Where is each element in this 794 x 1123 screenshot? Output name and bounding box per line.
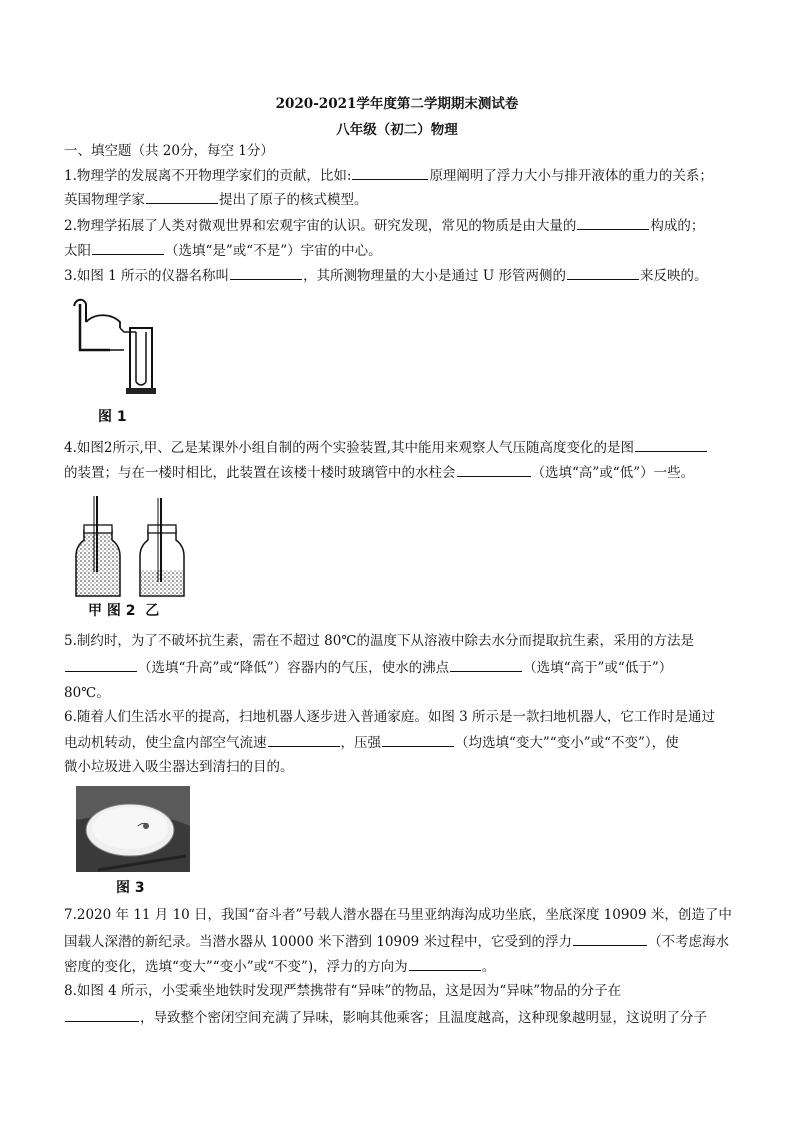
answer-blank[interactable] — [567, 266, 639, 280]
question-4-line-1 — [64, 438, 708, 457]
answer-blank[interactable] — [65, 658, 137, 672]
q5-text-a: 5.制约时，为了不破坏抗生素，需在不超过 80℃的温度下从溶液中除去水分而提取抗生素，采用的方法是 — [64, 633, 694, 649]
question-5-line-1 — [64, 632, 694, 650]
q4-text-c: （选填“高”或“低”）一些。 — [531, 465, 695, 481]
question-6-line-1: 6.随着人们生活水平的提高，扫地机器人逐步进入普通家庭。如图 3 所示是一款扫地机器人，它工作时是通过 — [64, 709, 716, 725]
q7-text-b: 国载人深潜的新纪录。当潜水器从 10000 米下潜到 10909 米过程中，它受到的浮力 — [64, 934, 573, 950]
q2-text-c: 太阳 — [64, 243, 91, 259]
question-7-line-2 — [64, 932, 729, 951]
question-1-line-1 — [64, 166, 713, 185]
figure-1-caption: 图 1 — [98, 409, 127, 425]
question-1-line-2 — [64, 190, 368, 209]
figure-3-caption: 图 3 — [116, 880, 145, 896]
answer-blank[interactable] — [268, 733, 340, 747]
q4-text-a: 4.如图2所示,甲、乙是某课外小组自制的两个实验装置,其中能用来观察人气压随高度变化的是图 — [64, 440, 635, 456]
q6-text-d: （均选填“变大”“变小”或“不变”），使 — [455, 735, 679, 751]
figure-1-pressure-gauge — [64, 292, 164, 400]
exam-subtitle: 八年级（初二）物理 — [336, 122, 458, 138]
figure-2-caption-row — [88, 600, 159, 620]
figure-2-label-jia: 甲 — [88, 603, 102, 619]
question-4-line-2 — [64, 463, 694, 482]
q2-text-a: 2.物理学拓展了人类对微观世界和宏观宇宙的认识。研究发现，常见的物质是由大量的 — [64, 218, 577, 234]
answer-blank[interactable] — [382, 733, 454, 747]
answer-blank[interactable] — [457, 463, 531, 477]
question-8-line-1: 8.如图 4 所示，小雯乘坐地铁时发现严禁携带有“异味”的物品，这是因为“异味”物品的分子在 — [64, 983, 622, 999]
answer-blank[interactable] — [352, 166, 428, 180]
answer-blank[interactable] — [65, 1008, 139, 1022]
answer-blank[interactable] — [92, 241, 164, 255]
question-2-line-1 — [64, 216, 704, 235]
exam-title: 2020-2021学年度第二学期期末测试卷 — [275, 96, 519, 112]
q4-text-b: 的装置；与在一楼时相比，此装置在该楼十楼时玻璃管中的水柱会 — [64, 465, 456, 481]
question-6-line-2 — [64, 733, 679, 752]
q1-text-c: 英国物理学家 — [64, 192, 145, 208]
q2-text-b: 构成的； — [650, 218, 705, 234]
q3-text-c: 来反映的。 — [640, 268, 708, 284]
q1-text-a: 1.物理学的发展离不开物理学家们的贡献，比如: — [64, 168, 352, 184]
question-7-line-3 — [64, 957, 495, 976]
question-3-line-1 — [64, 266, 708, 285]
q2-text-d: （选填“是”或“不是”）宇宙的中心。 — [165, 243, 382, 259]
answer-blank[interactable] — [230, 266, 302, 280]
q7-text-e: 。 — [481, 959, 496, 975]
q6-text-b: 电动机转动，使尘盒内部空气流速 — [64, 735, 267, 751]
question-5-line-2 — [64, 658, 672, 677]
question-2-line-2 — [64, 241, 382, 260]
figure-3-robot-vacuum — [76, 786, 190, 872]
question-5-line-3: 80℃。 — [64, 685, 110, 701]
answer-blank[interactable] — [146, 190, 218, 204]
q7-text-d: 密度的变化，选填“变大”“变小”或“不变”)，浮力的方向为 — [64, 959, 408, 975]
answer-blank[interactable] — [450, 658, 522, 672]
q3-text-a: 3.如图 1 所示的仪器名称叫 — [64, 268, 230, 284]
q7-text-c: （不考虑海水 — [648, 934, 730, 950]
q1-text-d: 提出了原子的核式模型。 — [219, 192, 368, 208]
figure-2-bottles — [64, 492, 194, 600]
question-8-line-2 — [64, 1008, 707, 1027]
question-7-line-1: 7.2020 年 11 月 10 日，我国“奋斗者”号载人潜水器在马里亚纳海沟成功坐底，坐底深度 10909 米，创造了中 — [64, 907, 732, 923]
q1-text-b: 原理阐明了浮力大小与排开液体的重力的关系； — [429, 168, 713, 184]
q6-text-c: ，压强 — [340, 735, 381, 751]
answer-blank[interactable] — [635, 438, 707, 452]
figure-2-caption: 图 2 — [106, 603, 136, 619]
section-heading: 一、填空题（共 20分，每空 1分） — [64, 143, 274, 159]
answer-blank[interactable] — [409, 957, 481, 971]
answer-blank[interactable] — [573, 932, 647, 946]
q5-text-b: （选填“升高”或“降低”）容器内的气压，使水的沸点 — [138, 660, 450, 676]
answer-blank[interactable] — [577, 216, 649, 230]
q5-text-c: （选填“高于”或“低于”） — [523, 660, 673, 676]
figure-2-label-yi: 乙 — [145, 603, 160, 619]
question-6-line-3: 微小垃圾进入吸尘器达到清扫的目的。 — [64, 759, 294, 775]
q3-text-b: ，其所测物理量的大小是通过 U 形管两侧的 — [303, 268, 567, 284]
q8-text-b: ，导致整个密闭空间充满了异味，影响其他乘客；且温度越高，这种现象越明显，这说明了分子 — [140, 1010, 707, 1026]
